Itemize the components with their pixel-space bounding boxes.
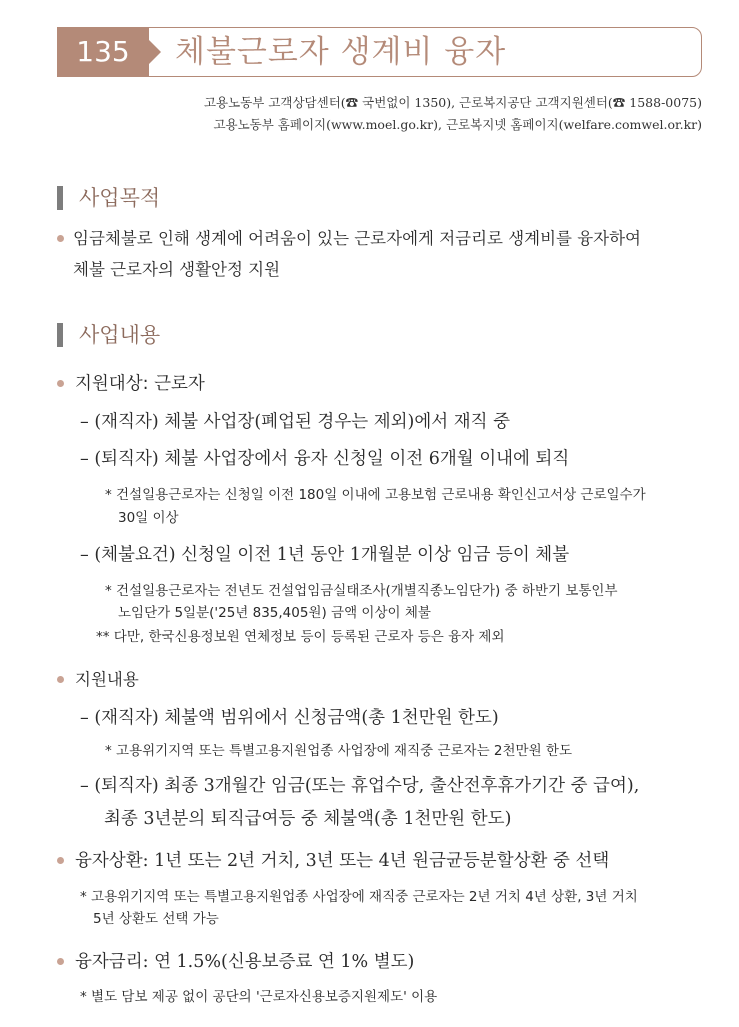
item-number: 135	[57, 27, 149, 77]
bullet-dot	[57, 958, 64, 965]
retired-condition: – (퇴직자) 체불 사업장에서 융자 신청일 이전 6개월 이내에 퇴직	[80, 449, 570, 469]
section-title-content: 사업내용	[79, 323, 161, 347]
employed-condition: – (재직자) 체불 사업장(폐업된 경우는 제외)에서 재직 중	[80, 412, 511, 432]
target-label: 지원대상: 근로자	[75, 374, 205, 394]
bullet-dot	[57, 380, 64, 387]
page-title: 체불근로자 생계비 융자	[175, 34, 507, 70]
section-marker	[57, 186, 63, 210]
purpose-text: 임금체불로 인해 생계에 어려움이 있는 근로자에게 저금리로 생계비를 융자하여	[73, 229, 641, 248]
contact-web-line: 고용노동부 홈페이지(www.moel.go.kr), 근로복지넷 홈페이지(welfare.comwel.or.kr)	[213, 117, 702, 132]
interest-rate-label: 융자금리: 연 1.5%(신용보증료 연 1% 별도)	[75, 952, 415, 972]
bullet-dot	[57, 235, 64, 242]
note-credit-guarantee: * 별도 담보 제공 없이 공단의 '근로자신용보증지원제도' 이용	[80, 989, 438, 1005]
bullet-dot	[57, 857, 64, 864]
section-marker	[57, 323, 63, 347]
note-construction-days: * 건설일용근로자는 신청일 이전 180일 이내에 고용보험 근로내용 확인신고서상 근로일수가	[105, 487, 646, 503]
bullet-dot	[57, 676, 64, 683]
note-construction-wage-cont: 노임단가 5일분('25년 835,405원) 금액 이상이 체불	[118, 605, 431, 621]
support-retired-cont: 최종 3년분의 퇴직급여등 중 체불액(총 1천만원 한도)	[104, 809, 512, 829]
note-repayment-option-cont: 5년 상환도 선택 가능	[93, 911, 219, 927]
support-label: 지원내용	[75, 670, 139, 689]
repayment-label: 융자상환: 1년 또는 2년 거치, 3년 또는 4년 원금균등분할상환 중 선택	[75, 851, 610, 871]
note-crisis-region-limit: * 고용위기지역 또는 특별고용지원업종 사업장에 재직중 근로자는 2천만원 한도	[105, 743, 572, 759]
note-construction-wage: * 건설일용근로자는 전년도 건설업임금실태조사(개별직종노임단가) 중 하반기 보통인부	[105, 583, 618, 599]
support-retired: – (퇴직자) 최종 3개월간 임금(또는 휴업수당, 출산전후휴가기간 중 급여),	[80, 776, 640, 796]
purpose-text-cont: 체불 근로자의 생활안정 지원	[73, 260, 281, 279]
note-construction-days-cont: 30일 이상	[118, 510, 179, 526]
item-number-arrow	[149, 40, 161, 64]
note-exclusion: ** 다만, 한국신용정보원 연체정보 등이 등록된 근로자 등은 융자 제외	[96, 629, 505, 645]
support-employed: – (재직자) 체불액 범위에서 신청금액(총 1천만원 한도)	[80, 708, 499, 728]
contact-phone-line: 고용노동부 고객상담센터(☎ 국번없이 1350), 근로복지공단 고객지원센터(☎ 1588-0075)	[203, 95, 702, 110]
section-title-purpose: 사업목적	[79, 186, 161, 210]
note-repayment-option: * 고용위기지역 또는 특별고용지원업종 사업장에 재직중 근로자는 2년 거치 4년 상환, 3년 거치	[80, 889, 638, 905]
arrears-requirement: – (체불요건) 신청일 이전 1년 동안 1개월분 이상 임금 등이 체불	[80, 545, 570, 565]
